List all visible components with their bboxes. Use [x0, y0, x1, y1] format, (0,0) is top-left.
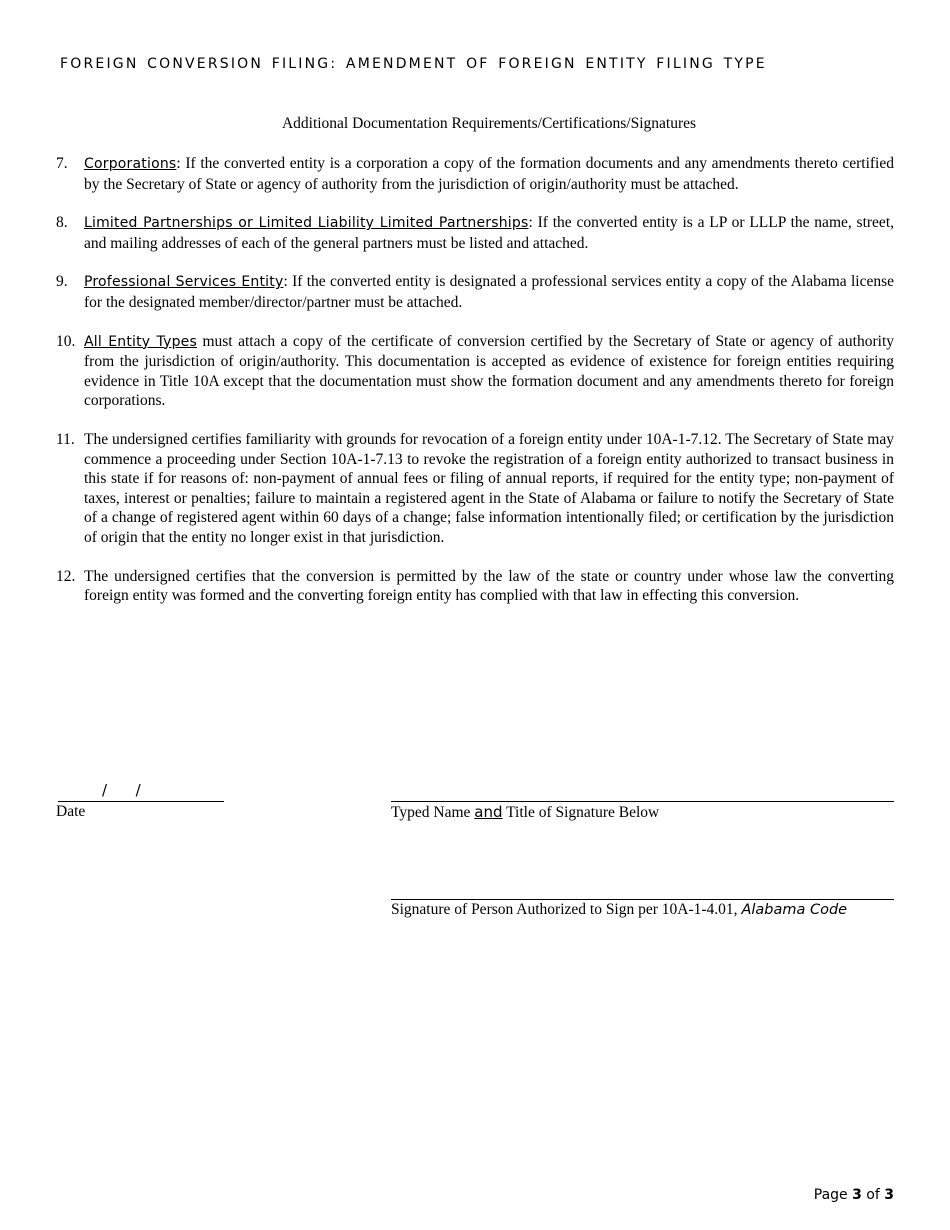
item-body: The undersigned certifies familiarity with grounds for revocation of a foreign entity under 10A-1-7.12. The Secretary of State may commence a proceeding under Section 10A-1-7.13 to revoke the registration of a foreign entity authorized to transact business in this state if for reasons of: non-payment of annual fees or filing of annual reports, if required for the entity type; non-payment of taxes, interest or penalties; failure to maintain a registered agent in the State of Alabama or failure to notify the Secretary of State of a change of registered agent within 60 days of a change; false information intentionally filed; or certification by the jurisdiction of origin that the entity no longer exist in that jurisdiction.: [84, 430, 894, 546]
typed-name-post: Title of Signature Below: [502, 804, 660, 821]
signature-label-text: Signature of Person Authorized to Sign per 10A-1-4.01,: [391, 901, 742, 918]
list-item: [56, 332, 894, 411]
list-item: [56, 213, 894, 253]
list-item: [56, 567, 894, 606]
typed-name-line[interactable]: [391, 801, 894, 802]
item-text: [84, 332, 894, 411]
item-heading-suffix: :: [528, 214, 533, 232]
item-number: 12.: [56, 567, 76, 585]
typed-name-label: [391, 803, 659, 822]
item-heading-suffix: :: [283, 273, 288, 291]
item-heading: Corporations: [84, 156, 177, 172]
page-current: 3: [852, 1187, 862, 1203]
date-line: [58, 801, 224, 802]
typed-name-and: and: [474, 803, 503, 821]
page-total: 3: [884, 1187, 894, 1203]
typed-name-pre: Typed Name: [391, 804, 475, 821]
signature-code: Alabama Code: [741, 902, 848, 918]
item-number: 9.: [56, 273, 68, 291]
item-heading: All Entity Types: [84, 333, 197, 350]
item-heading: Limited Partnerships or Limited Liability Limited Partnerships: [84, 215, 529, 232]
item-body: If the converted entity is designated a professional services entity a copy of the Alabama license for the designated member/director/partner must be attached.: [84, 273, 894, 311]
requirements-list: [56, 154, 894, 625]
item-body: must attach a copy of the certificate of conversion certified by the Secretary of State or agency of authority from the jurisdiction of origin/authority. This documentation is accepted as evidence of existence for foreign entities requiring evidence in Title 10A except that the documentation must show the formation document and any amendments thereto for foreign corporations.: [84, 332, 894, 410]
item-heading-suffix: :: [176, 155, 181, 172]
item-heading: Professional Services Entity: [84, 274, 284, 291]
page-of: of: [861, 1187, 885, 1203]
item-number: 7.: [56, 155, 68, 172]
item-number: 11.: [56, 430, 75, 448]
item-number: 8.: [56, 214, 68, 232]
signature-line[interactable]: [391, 899, 894, 900]
signature-label: [391, 901, 847, 919]
item-text: [84, 154, 894, 194]
item-text: [84, 272, 894, 312]
list-item: [56, 272, 894, 312]
page-number: [814, 1187, 894, 1203]
section-title: Additional Documentation Requirements/Certifications/Signatures: [281, 115, 697, 132]
date-value[interactable]: / /: [102, 781, 141, 799]
page-header: FOREIGN CONVERSION FILING: AMENDMENT OF FOREIGN ENTITY FILING TYPE: [60, 56, 767, 72]
date-label: Date: [56, 803, 86, 820]
item-body: The undersigned certifies that the conversion is permitted by the law of the state or country under whose law the converting foreign entity was formed and the converting foreign entity has complied with that law in effecting this conversion.: [84, 567, 894, 605]
item-number: 10.: [56, 332, 76, 350]
list-item: [56, 154, 894, 194]
list-item: [56, 430, 894, 548]
item-text: [84, 213, 894, 253]
item-body: If the converted entity is a corporation a copy of the formation documents and any amendments thereto certified by the Secretary of State or agency of authority from the jurisdiction of origin/authority must be attached.: [84, 155, 894, 193]
page-prefix: Page: [813, 1187, 853, 1203]
item-body: If the converted entity is a LP or LLLP the name, street, and mailing addresses of each of the general partners must be listed and attached.: [84, 214, 894, 252]
